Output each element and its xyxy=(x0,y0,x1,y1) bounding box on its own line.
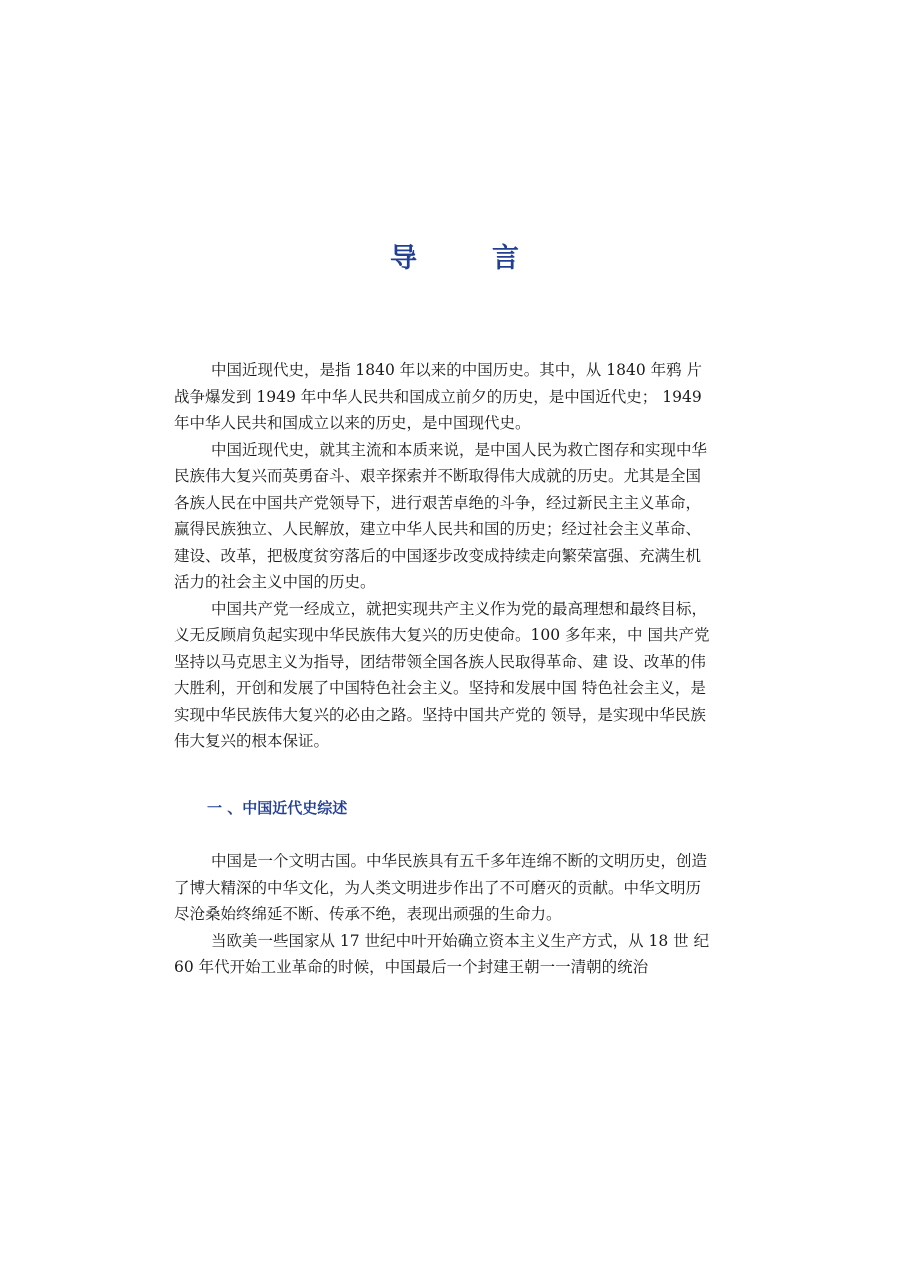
intro-paragraph-2: 中国近现代史，就其主流和本质来说，是中国人民为救亡图存和实现中华民族伟大复兴而英勇奋斗、艰辛探索并不断取得伟大成就的历史。尤其是全国各族人民在中国共产党领导下，进行艰苦卓绝的斗争，经过新民主主义革命，赢得民族独立、人民解放，建立中华人民共和国的历史；经过社会主义革命、建设、改革，把极度贫穷落后的中国逐步改变成持续走向繁荣富强、充满生机活力的社会主义中国的历史。 xyxy=(174,440,708,591)
intro-paragraph-1: 中国近现代史，是指 1840 年以来的中国历史。其中，从 1840 年鸦 片战争爆发到 1949 年中华人民共和国成立前夕的历史，是中国近代史； 1949 年中华人民共和国成立以来的历史，是中国现代史。 xyxy=(174,361,703,432)
intro-paragraph-3: 中国共产党一经成立，就把实现共产主义作为党的最高理想和最终目标，义无反顾肩负起实现中华民族伟大复兴的历史使命。100 多年来，中 国共产党坚持以马克思主义为指导，团结带领全国各族人民取得革命、建 设、改革的伟大胜利，开创和发展了中国特色社会主义。坚持和发展中国 特色社会主义，是实现中华民族伟大复兴的必由之路。坚持中国共产党的 领导，是实现中华民族伟大复兴的根本保证。 xyxy=(174,599,710,750)
intro-text xyxy=(174,357,716,755)
section-heading: 一 、中国近代史综述 xyxy=(207,799,348,817)
section-paragraph-2: 当欧美一些国家从 17 世纪中叶开始确立资本主义生产方式，从 18 世 纪 60 年代开始工业革命的时候，中国最后一个封建王朝一一清朝的统治 xyxy=(174,931,710,976)
section-paragraph-1: 中国是一个文明古国。中华民族具有五千多年连绵不断的文明历史，创造了博大精深的中华文化，为人类文明进步作出了不可磨灭的贡献。中华文明历尽沧桑始终绵延不断、传承不绝，表现出顽强的生命力。 xyxy=(174,852,708,923)
page-title: 导 言 xyxy=(390,243,543,274)
section-text xyxy=(174,848,716,981)
